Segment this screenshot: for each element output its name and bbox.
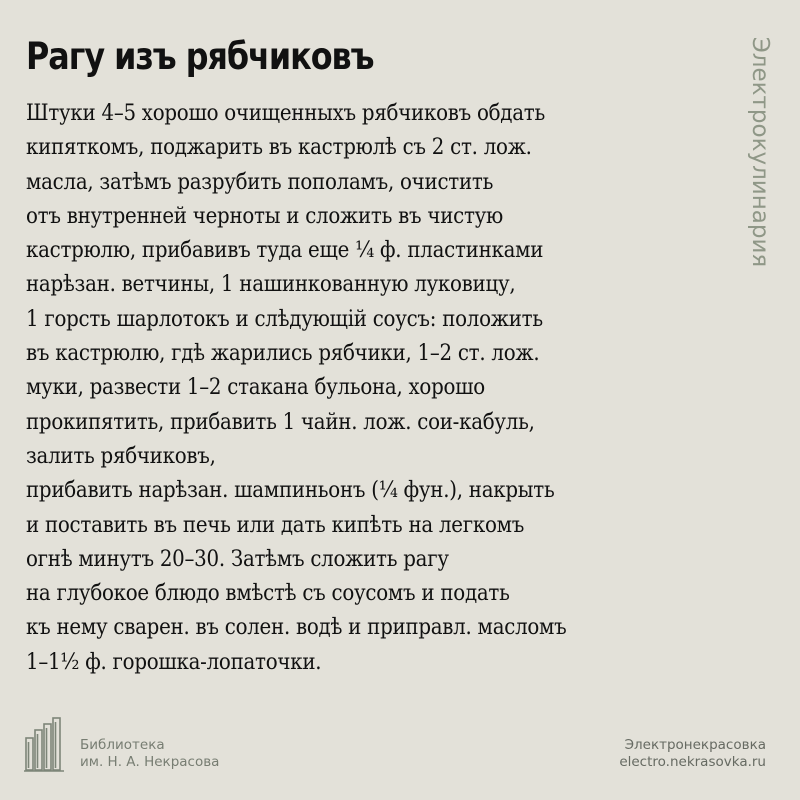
recipe-line: отъ внутренней черноты и сложить въ чистую — [26, 202, 504, 229]
library-name — [80, 737, 219, 771]
recipe-line: залить рябчиковъ, — [26, 442, 216, 469]
side-label: Электрокулинария — [747, 36, 773, 268]
site-url-link[interactable]: electro.nekrasovka.ru — [619, 754, 766, 770]
recipe-line: нарѣзан. ветчины, 1 нашинкованную луковицу, — [26, 271, 516, 298]
recipe-line: муки, развести 1–2 стакана бульона, хорошо — [26, 374, 485, 401]
recipe-line: огнѣ минутъ 20–30. Затѣмъ сложить рагу — [26, 545, 449, 572]
recipe-line: и поставить въ печь или дать кипѣть на легкомъ — [26, 511, 525, 538]
recipe-line: въ кастрюлю, гдѣ жарились рябчики, 1–2 ст. лож. — [26, 340, 540, 367]
recipe-line: прокипятить, прибавить 1 чайн. лож. сои-кабуль, — [26, 408, 535, 435]
recipe-line: къ нему сварен. въ солен. водѣ и приправл. масломъ — [26, 614, 567, 641]
site-name: Электронекрасовка — [624, 737, 766, 753]
recipe-line: кипяткомъ, поджарить въ кастрюлѣ съ 2 ст. лож. — [26, 134, 532, 161]
recipe-line: Штуки 4–5 хорошо очищенныхъ рябчиковъ обдать — [26, 100, 545, 126]
recipe-line: на глубокое блюдо вмѣстѣ съ соусомъ и подать — [26, 580, 510, 607]
recipe-title: Рагу изъ рябчиковъ — [26, 35, 374, 78]
recipe-line: прибавить нарѣзан. шампиньонъ (¼ фун.), накрыть — [26, 477, 555, 504]
recipe-line: 1 горсть шарлотокъ и слѣдующій соусъ: положить — [26, 305, 543, 332]
library-name-line-2: им. Н. А. Некрасова — [80, 754, 220, 770]
recipe-line: кастрюлю, прибавивъ туда еще ¼ ф. пластинками — [26, 237, 544, 264]
site-info — [619, 737, 766, 771]
library-building-logo-icon — [24, 716, 72, 772]
recipe-line: масла, затѣмъ разрубить пополамъ, очистить — [26, 168, 494, 195]
recipe-line: 1–1½ ф. горошка-лопаточки. — [26, 648, 322, 675]
library-name-line-1: Библиотека — [80, 737, 165, 753]
recipe-text — [26, 96, 726, 679]
